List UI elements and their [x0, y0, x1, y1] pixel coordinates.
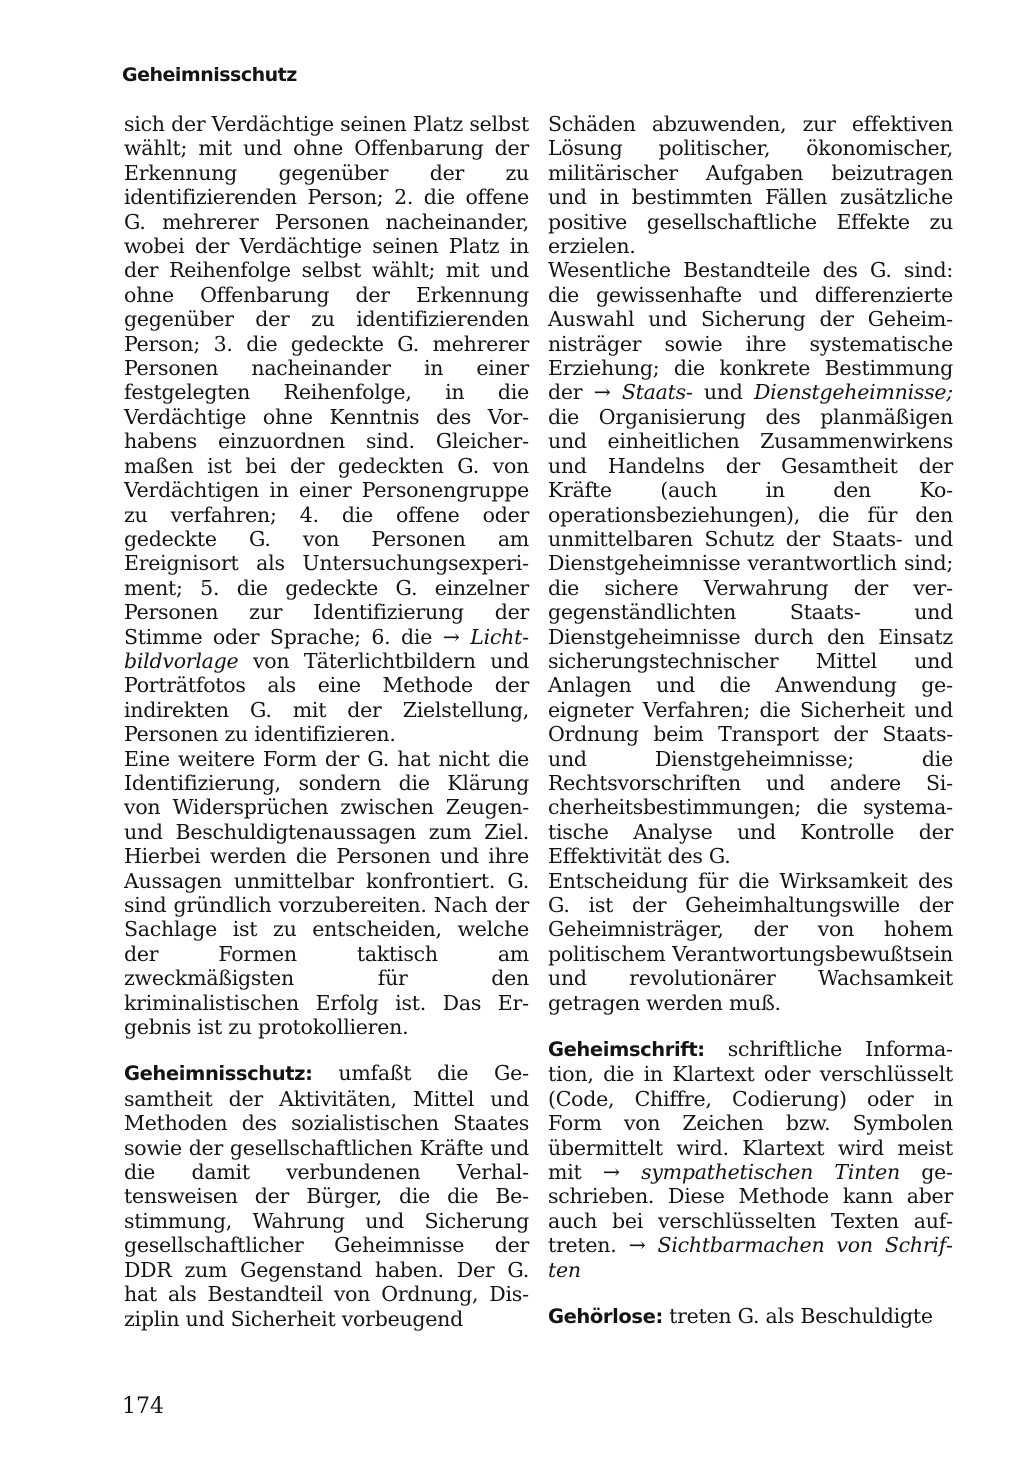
- paragraph: [124, 112, 529, 747]
- text: sich der Verdächtige seinen Platz selbst wählt; mit und ohne Offenbarung der Erkennung gegenüber der zu identifizierenden Person; 2. die offene G. mehrerer Personen nacheinander, wobei der Verdächtige seinen Platz in der Reihenfolge selbst wählt; mit und ohne Offenbarung der Erkennung gegenüber der zu identifizierenden Person; 3. die gedeckte G. mehrerer Personen nacheinander in einer festgelegten Reihenfolge, in die Verdächtige ohne Kenntnis des Vorhabens einzuordnen sind. Gleichermaßen ist bei der gedeckten G. von Verdächtigen in einer Personengruppe zu verfahren; 4. die offene oder gedeckte G. von Personen am Ereignisort als Untersuchungsexperiment; 5. die gedeckte G. einzelner Personen zur Identifizierung der Stimme oder Sprache; 6. die: [124, 112, 529, 649]
- cross-reference-link[interactable]: Lichtbildvorlage: [124, 624, 529, 673]
- entry-text: schriftliche Information, die in Klartext oder verschlüsselt (Code, Chiffre, Codierung) oder in Form von Zeichen bzw. Symbolen übermittelt wird. Klartext wird meist mit: [548, 1037, 953, 1185]
- left-column: [124, 112, 529, 1331]
- arrow-icon: →: [593, 380, 611, 405]
- cross-reference-link[interactable]: Sichtbarmachen von Schriften: [548, 1233, 953, 1282]
- dictionary-entry: [124, 1061, 529, 1330]
- dictionary-entry: [548, 1304, 953, 1329]
- entry-text: geschrieben. Diese Methode kann aber auch bei verschlüsselten Texten auftreten.: [548, 1160, 953, 1258]
- paragraph: Eine weitere Form der G. hat nicht die Identifizierung, sondern die Klärung von Widersprüchen zwischen Zeugen- und Beschuldigtenaussagen zum Ziel. Hierbei werden die Personen und ihre Aussagen unmittelbar konfrontiert. G. sind gründlich vorzubereiten. Nach der Sachlage ist zu entscheiden, welche der Formen taktisch am zweckmäßigsten für den kriminalistischen Erfolg ist. Das Ergebnis ist zu protokollieren.: [124, 746, 529, 1040]
- text: und: [703, 380, 743, 405]
- running-head: Geheimnisschutz: [122, 64, 297, 86]
- paragraph: Schäden abzuwenden, zur effektiven Lösung politischer, ökonomischer, militärischer Aufgaben beizutragen und in bestimmten Fällen zusätzliche positive gesellschaftliche Effekte zu erzielen.: [548, 112, 953, 259]
- text: Wesentliche Bestandteile des G. sind: die gewissenhafte und differenzierte Auswahl und Sicherung der Geheimnisträger sowie ihre systematische Erziehung; die konkrete Bestimmung der: [548, 258, 953, 405]
- entry-text: treten G. als Beschuldigte: [669, 1304, 933, 1329]
- right-column: [548, 112, 953, 1330]
- text: von Täterlichtbildern und Porträtfotos als eine Methode der indirekten G. mit der Zielstellung, Personen zu identifizieren.: [124, 648, 529, 747]
- text: die Organisierung des planmäßigen und einheitlichen Zusammenwirkens und Handelns der Gesamtheit der Kräfte (auch in den Kooperationsbeziehungen), die für den unmittelbaren Schutz der Staats- und Dienstgeheimnisse verantwortlich sind; die sichere Verwahrung der vergegenständlichten Staats- und Dienstgeheimnisse durch den Einsatz sicherungstechnischer Mittel und Anlagen und die Anwendung geeigneter Verfahren; die Sicherheit und Ordnung beim Transport der Staats- und Dienstgeheimnisse; die Rechtsvorschriften und andere Sicherheitsbestimmungen; die systematische Analyse und Kontrolle der Effektivität des G.: [548, 404, 953, 869]
- dictionary-entry: [548, 1037, 953, 1282]
- page-number: 174: [122, 1394, 164, 1419]
- cross-reference-link[interactable]: sympathetischen Tinten: [641, 1160, 900, 1185]
- paragraph: Entscheidung für die Wirksamkeit des G. ist der Geheimhaltungswille der Geheimnisträger, der von hohem politischem Verantwortungsbewußtsein und revolutionärer Wachsamkeit getragen werden muß.: [548, 868, 953, 1015]
- cross-reference-link[interactable]: Staats-: [621, 380, 693, 405]
- entry-lemma: Geheimnisschutz:: [124, 1062, 313, 1086]
- arrow-icon: →: [628, 1233, 646, 1258]
- entry-lemma: Geheimschrift:: [548, 1038, 705, 1062]
- arrow-icon: →: [602, 1160, 620, 1185]
- entry-text: umfaßt die Gesamtheit der Aktivitäten, Mittel und Methoden des sozialistischen Staates sowie der gesellschaftlichen Kräfte und die damit verbundenen Verhaltensweisen der Bürger, die die Bestimmung, Wahrung und Sicherung gesellschaftlicher Geheimnisse der DDR zum Gegenstand haben. Der G. hat als Bestandteil von Ordnung, Disziplin und Sicherheit vorbeugend: [124, 1061, 529, 1331]
- arrow-icon: →: [442, 624, 460, 649]
- paragraph: [548, 258, 953, 868]
- entry-lemma: Gehörlose:: [548, 1305, 663, 1329]
- cross-reference-link[interactable]: Dienstgeheimnisse;: [753, 380, 953, 405]
